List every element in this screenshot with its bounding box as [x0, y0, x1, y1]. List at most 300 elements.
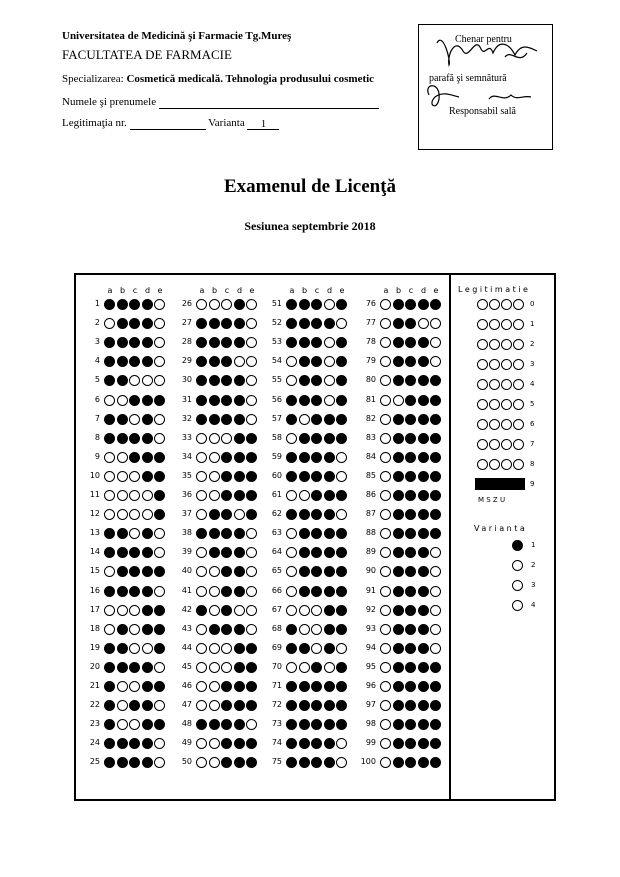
answer-bubble-e[interactable]: [154, 643, 165, 654]
answer-bubble-d[interactable]: [324, 452, 335, 463]
answer-bubble-d[interactable]: [142, 757, 153, 768]
answer-bubble-a[interactable]: [380, 471, 391, 482]
answer-bubble-c[interactable]: [221, 624, 232, 635]
variant-field[interactable]: 1: [247, 118, 279, 130]
answer-bubble-d[interactable]: [234, 356, 245, 367]
answer-bubble-b[interactable]: [209, 509, 220, 520]
answer-bubble-d[interactable]: [142, 719, 153, 730]
answer-bubble-e[interactable]: [430, 414, 441, 425]
answer-bubble-d[interactable]: [418, 719, 429, 730]
answer-bubble-d[interactable]: [234, 757, 245, 768]
answer-bubble-b[interactable]: [393, 566, 404, 577]
answer-bubble-b[interactable]: [209, 452, 220, 463]
answer-bubble-a[interactable]: [380, 414, 391, 425]
answer-bubble-a[interactable]: [104, 605, 115, 616]
answer-bubble-d[interactable]: [418, 356, 429, 367]
answer-bubble-b[interactable]: [117, 566, 128, 577]
answer-bubble-b[interactable]: [209, 337, 220, 348]
answer-bubble-a[interactable]: [196, 395, 207, 406]
answer-bubble-c[interactable]: [129, 490, 140, 501]
answer-bubble-d[interactable]: [142, 662, 153, 673]
answer-bubble-a[interactable]: [104, 586, 115, 597]
answer-bubble-e[interactable]: [246, 490, 257, 501]
answer-bubble-d[interactable]: [234, 395, 245, 406]
answer-bubble-a[interactable]: [104, 681, 115, 692]
answer-bubble-b[interactable]: [299, 318, 310, 329]
answer-bubble-b[interactable]: [393, 586, 404, 597]
answer-bubble-d[interactable]: [234, 547, 245, 558]
answer-bubble-b[interactable]: [117, 528, 128, 539]
answer-bubble-c[interactable]: [129, 299, 140, 310]
answer-bubble-e[interactable]: [430, 586, 441, 597]
answer-bubble-b[interactable]: [209, 700, 220, 711]
answer-bubble-b[interactable]: [117, 681, 128, 692]
answer-bubble-c[interactable]: [405, 452, 416, 463]
answer-bubble-b[interactable]: [299, 299, 310, 310]
id-bubble[interactable]: [513, 299, 524, 310]
answer-bubble-d[interactable]: [418, 643, 429, 654]
answer-bubble-b[interactable]: [299, 395, 310, 406]
answer-bubble-d[interactable]: [418, 738, 429, 749]
answer-bubble-d[interactable]: [142, 452, 153, 463]
answer-bubble-a[interactable]: [104, 624, 115, 635]
answer-bubble-b[interactable]: [299, 624, 310, 635]
answer-bubble-a[interactable]: [104, 662, 115, 673]
answer-bubble-e[interactable]: [336, 605, 347, 616]
answer-bubble-b[interactable]: [299, 452, 310, 463]
answer-bubble-a[interactable]: [104, 643, 115, 654]
answer-bubble-d[interactable]: [142, 414, 153, 425]
answer-bubble-b[interactable]: [393, 414, 404, 425]
id-bubble[interactable]: [501, 299, 512, 310]
answer-bubble-c[interactable]: [221, 605, 232, 616]
answer-bubble-a[interactable]: [286, 605, 297, 616]
answer-bubble-b[interactable]: [209, 547, 220, 558]
answer-bubble-b[interactable]: [299, 375, 310, 386]
answer-bubble-d[interactable]: [418, 433, 429, 444]
answer-bubble-c[interactable]: [221, 299, 232, 310]
answer-bubble-e[interactable]: [154, 586, 165, 597]
answer-bubble-b[interactable]: [117, 643, 128, 654]
answer-bubble-a[interactable]: [196, 299, 207, 310]
id-bubble[interactable]: [489, 339, 500, 350]
answer-bubble-d[interactable]: [234, 662, 245, 673]
answer-bubble-d[interactable]: [324, 528, 335, 539]
answer-bubble-b[interactable]: [393, 356, 404, 367]
answer-bubble-a[interactable]: [380, 605, 391, 616]
answer-bubble-c[interactable]: [311, 395, 322, 406]
id-field[interactable]: [130, 118, 206, 130]
answer-bubble-b[interactable]: [209, 528, 220, 539]
answer-bubble-c[interactable]: [311, 681, 322, 692]
answer-bubble-b[interactable]: [209, 681, 220, 692]
answer-bubble-d[interactable]: [234, 528, 245, 539]
answer-bubble-e[interactable]: [154, 605, 165, 616]
answer-bubble-c[interactable]: [405, 662, 416, 673]
answer-bubble-b[interactable]: [117, 490, 128, 501]
answer-bubble-b[interactable]: [393, 700, 404, 711]
answer-bubble-a[interactable]: [380, 395, 391, 406]
answer-bubble-c[interactable]: [405, 681, 416, 692]
answer-bubble-d[interactable]: [142, 318, 153, 329]
answer-bubble-b[interactable]: [299, 738, 310, 749]
answer-bubble-b[interactable]: [209, 662, 220, 673]
id-bubble[interactable]: [513, 399, 524, 410]
answer-bubble-a[interactable]: [286, 586, 297, 597]
id-bubble[interactable]: [489, 459, 500, 470]
id-bubble[interactable]: [501, 379, 512, 390]
answer-bubble-a[interactable]: [380, 681, 391, 692]
answer-bubble-b[interactable]: [117, 757, 128, 768]
answer-bubble-d[interactable]: [142, 490, 153, 501]
answer-bubble-e[interactable]: [336, 471, 347, 482]
answer-bubble-a[interactable]: [286, 681, 297, 692]
answer-bubble-b[interactable]: [209, 605, 220, 616]
answer-bubble-b[interactable]: [393, 433, 404, 444]
answer-bubble-e[interactable]: [336, 395, 347, 406]
answer-bubble-e[interactable]: [154, 395, 165, 406]
answer-bubble-b[interactable]: [209, 414, 220, 425]
answer-bubble-a[interactable]: [104, 395, 115, 406]
answer-bubble-b[interactable]: [117, 299, 128, 310]
answer-bubble-b[interactable]: [209, 395, 220, 406]
answer-bubble-e[interactable]: [246, 681, 257, 692]
answer-bubble-b[interactable]: [393, 757, 404, 768]
answer-bubble-b[interactable]: [393, 471, 404, 482]
answer-bubble-b[interactable]: [393, 299, 404, 310]
answer-bubble-b[interactable]: [209, 490, 220, 501]
answer-bubble-d[interactable]: [234, 375, 245, 386]
answer-bubble-d[interactable]: [418, 375, 429, 386]
answer-bubble-a[interactable]: [196, 605, 207, 616]
id-bubble[interactable]: [477, 419, 488, 430]
answer-bubble-b[interactable]: [117, 624, 128, 635]
answer-bubble-c[interactable]: [311, 471, 322, 482]
answer-bubble-b[interactable]: [117, 738, 128, 749]
answer-bubble-b[interactable]: [299, 490, 310, 501]
answer-bubble-e[interactable]: [246, 299, 257, 310]
answer-bubble-b[interactable]: [117, 433, 128, 444]
answer-bubble-e[interactable]: [336, 452, 347, 463]
id-bubble[interactable]: [513, 459, 524, 470]
answer-bubble-c[interactable]: [405, 586, 416, 597]
id-bubble[interactable]: [477, 399, 488, 410]
answer-bubble-e[interactable]: [336, 586, 347, 597]
answer-bubble-b[interactable]: [209, 471, 220, 482]
answer-bubble-b[interactable]: [299, 471, 310, 482]
answer-bubble-b[interactable]: [393, 395, 404, 406]
answer-bubble-c[interactable]: [405, 299, 416, 310]
answer-bubble-a[interactable]: [196, 681, 207, 692]
answer-bubble-d[interactable]: [142, 605, 153, 616]
id-bubble[interactable]: [501, 459, 512, 470]
id-bubble[interactable]: [477, 299, 488, 310]
answer-bubble-e[interactable]: [430, 490, 441, 501]
answer-bubble-b[interactable]: [117, 414, 128, 425]
answer-bubble-e[interactable]: [430, 452, 441, 463]
answer-bubble-d[interactable]: [324, 700, 335, 711]
answer-bubble-d[interactable]: [142, 586, 153, 597]
id-bubble[interactable]: [513, 379, 524, 390]
answer-bubble-b[interactable]: [393, 681, 404, 692]
answer-bubble-d[interactable]: [142, 375, 153, 386]
answer-bubble-d[interactable]: [234, 318, 245, 329]
answer-bubble-b[interactable]: [393, 605, 404, 616]
answer-bubble-e[interactable]: [246, 662, 257, 673]
answer-bubble-b[interactable]: [393, 719, 404, 730]
answer-bubble-b[interactable]: [299, 433, 310, 444]
answer-bubble-d[interactable]: [142, 471, 153, 482]
answer-bubble-a[interactable]: [286, 433, 297, 444]
answer-bubble-d[interactable]: [418, 337, 429, 348]
answer-bubble-e[interactable]: [246, 395, 257, 406]
answer-bubble-d[interactable]: [324, 586, 335, 597]
answer-bubble-a[interactable]: [196, 433, 207, 444]
answer-bubble-c[interactable]: [129, 681, 140, 692]
answer-bubble-b[interactable]: [209, 624, 220, 635]
answer-bubble-c[interactable]: [221, 490, 232, 501]
answer-bubble-b[interactable]: [393, 452, 404, 463]
answer-bubble-a[interactable]: [196, 624, 207, 635]
answer-bubble-e[interactable]: [154, 624, 165, 635]
answer-bubble-b[interactable]: [299, 605, 310, 616]
answer-bubble-e[interactable]: [430, 643, 441, 654]
answer-bubble-d[interactable]: [418, 471, 429, 482]
id-bubble[interactable]: [489, 319, 500, 330]
answer-bubble-e[interactable]: [154, 433, 165, 444]
answer-bubble-b[interactable]: [393, 624, 404, 635]
answer-bubble-d[interactable]: [324, 757, 335, 768]
answer-bubble-a[interactable]: [104, 471, 115, 482]
answer-bubble-e[interactable]: [430, 681, 441, 692]
answer-bubble-e[interactable]: [154, 414, 165, 425]
answer-bubble-e[interactable]: [336, 490, 347, 501]
answer-bubble-e[interactable]: [336, 624, 347, 635]
id-bubble[interactable]: [489, 419, 500, 430]
answer-bubble-a[interactable]: [286, 624, 297, 635]
answer-bubble-a[interactable]: [380, 490, 391, 501]
variant-bubble[interactable]: [512, 540, 523, 551]
answer-bubble-e[interactable]: [154, 471, 165, 482]
answer-bubble-c[interactable]: [129, 605, 140, 616]
answer-bubble-d[interactable]: [324, 719, 335, 730]
id-bubble[interactable]: [477, 459, 488, 470]
answer-bubble-d[interactable]: [418, 452, 429, 463]
id-bubble[interactable]: [489, 379, 500, 390]
answer-bubble-a[interactable]: [380, 662, 391, 673]
answer-bubble-d[interactable]: [324, 337, 335, 348]
answer-bubble-e[interactable]: [154, 299, 165, 310]
answer-bubble-d[interactable]: [234, 738, 245, 749]
answer-bubble-d[interactable]: [142, 700, 153, 711]
answer-bubble-a[interactable]: [380, 643, 391, 654]
answer-bubble-b[interactable]: [299, 414, 310, 425]
answer-bubble-d[interactable]: [324, 509, 335, 520]
answer-bubble-d[interactable]: [234, 700, 245, 711]
answer-bubble-b[interactable]: [209, 299, 220, 310]
answer-bubble-d[interactable]: [418, 566, 429, 577]
answer-bubble-b[interactable]: [393, 662, 404, 673]
answer-bubble-c[interactable]: [221, 586, 232, 597]
answer-bubble-d[interactable]: [142, 643, 153, 654]
answer-bubble-e[interactable]: [430, 395, 441, 406]
answer-bubble-d[interactable]: [418, 509, 429, 520]
id-bubble[interactable]: [501, 439, 512, 450]
answer-bubble-b[interactable]: [299, 528, 310, 539]
answer-bubble-a[interactable]: [196, 490, 207, 501]
answer-bubble-a[interactable]: [286, 471, 297, 482]
answer-bubble-d[interactable]: [142, 433, 153, 444]
id-bubble[interactable]: [513, 319, 524, 330]
answer-bubble-c[interactable]: [221, 681, 232, 692]
answer-bubble-c[interactable]: [311, 433, 322, 444]
answer-bubble-e[interactable]: [246, 414, 257, 425]
answer-bubble-d[interactable]: [234, 509, 245, 520]
answer-bubble-d[interactable]: [418, 624, 429, 635]
answer-bubble-d[interactable]: [324, 681, 335, 692]
answer-bubble-e[interactable]: [336, 643, 347, 654]
answer-bubble-d[interactable]: [418, 490, 429, 501]
answer-bubble-d[interactable]: [324, 624, 335, 635]
answer-bubble-b[interactable]: [299, 586, 310, 597]
answer-bubble-d[interactable]: [234, 414, 245, 425]
answer-bubble-d[interactable]: [324, 356, 335, 367]
id-bubble[interactable]: [513, 419, 524, 430]
answer-bubble-b[interactable]: [299, 566, 310, 577]
answer-bubble-b[interactable]: [209, 757, 220, 768]
answer-bubble-b[interactable]: [299, 356, 310, 367]
variant-bubble[interactable]: [512, 560, 523, 571]
answer-bubble-b[interactable]: [117, 662, 128, 673]
answer-bubble-d[interactable]: [418, 700, 429, 711]
id-bubble[interactable]: [477, 379, 488, 390]
answer-bubble-b[interactable]: [117, 337, 128, 348]
answer-bubble-c[interactable]: [129, 414, 140, 425]
answer-bubble-e[interactable]: [430, 433, 441, 444]
id-bubble[interactable]: [513, 439, 524, 450]
answer-bubble-e[interactable]: [246, 605, 257, 616]
answer-bubble-d[interactable]: [234, 605, 245, 616]
answer-bubble-d[interactable]: [418, 547, 429, 558]
answer-bubble-a[interactable]: [286, 452, 297, 463]
answer-bubble-a[interactable]: [196, 586, 207, 597]
answer-bubble-d[interactable]: [142, 738, 153, 749]
answer-bubble-d[interactable]: [324, 490, 335, 501]
answer-bubble-a[interactable]: [380, 299, 391, 310]
id-bubble[interactable]: [477, 439, 488, 450]
variant-bubble[interactable]: [512, 580, 523, 591]
answer-bubble-a[interactable]: [380, 433, 391, 444]
name-field[interactable]: [159, 97, 379, 109]
answer-bubble-d[interactable]: [324, 605, 335, 616]
answer-bubble-b[interactable]: [117, 509, 128, 520]
answer-bubble-d[interactable]: [324, 547, 335, 558]
answer-bubble-a[interactable]: [196, 471, 207, 482]
answer-bubble-b[interactable]: [117, 452, 128, 463]
answer-bubble-d[interactable]: [142, 395, 153, 406]
id-bubble[interactable]: [489, 299, 500, 310]
answer-bubble-d[interactable]: [142, 528, 153, 539]
answer-bubble-d[interactable]: [142, 624, 153, 635]
answer-bubble-b[interactable]: [393, 490, 404, 501]
answer-bubble-d[interactable]: [418, 299, 429, 310]
answer-bubble-c[interactable]: [129, 643, 140, 654]
answer-bubble-d[interactable]: [142, 299, 153, 310]
answer-bubble-c[interactable]: [129, 624, 140, 635]
answer-bubble-a[interactable]: [104, 299, 115, 310]
answer-bubble-d[interactable]: [234, 490, 245, 501]
answer-bubble-b[interactable]: [117, 471, 128, 482]
answer-bubble-d[interactable]: [418, 662, 429, 673]
answer-bubble-c[interactable]: [405, 643, 416, 654]
answer-bubble-e[interactable]: [430, 662, 441, 673]
answer-bubble-b[interactable]: [209, 566, 220, 577]
answer-bubble-c[interactable]: [129, 586, 140, 597]
answer-bubble-b[interactable]: [117, 395, 128, 406]
answer-bubble-d[interactable]: [324, 433, 335, 444]
answer-bubble-a[interactable]: [196, 643, 207, 654]
answer-bubble-e[interactable]: [336, 414, 347, 425]
answer-bubble-e[interactable]: [336, 433, 347, 444]
answer-bubble-c[interactable]: [221, 433, 232, 444]
answer-bubble-d[interactable]: [418, 395, 429, 406]
answer-bubble-e[interactable]: [430, 471, 441, 482]
id-bubble[interactable]: [501, 339, 512, 350]
id-bubble[interactable]: [513, 339, 524, 350]
answer-bubble-d[interactable]: [234, 299, 245, 310]
answer-bubble-b[interactable]: [299, 547, 310, 558]
answer-bubble-b[interactable]: [209, 738, 220, 749]
answer-bubble-a[interactable]: [286, 490, 297, 501]
answer-bubble-c[interactable]: [405, 624, 416, 635]
answer-bubble-a[interactable]: [104, 490, 115, 501]
answer-bubble-d[interactable]: [418, 318, 429, 329]
answer-bubble-c[interactable]: [221, 643, 232, 654]
answer-bubble-c[interactable]: [221, 471, 232, 482]
answer-bubble-c[interactable]: [311, 605, 322, 616]
answer-bubble-b[interactable]: [393, 738, 404, 749]
id-bubble[interactable]: [477, 359, 488, 370]
answer-bubble-e[interactable]: [246, 452, 257, 463]
answer-bubble-b[interactable]: [299, 337, 310, 348]
answer-bubble-c[interactable]: [129, 662, 140, 673]
answer-bubble-e[interactable]: [336, 681, 347, 692]
answer-bubble-d[interactable]: [324, 299, 335, 310]
answer-bubble-a[interactable]: [286, 662, 297, 673]
answer-bubble-a[interactable]: [380, 452, 391, 463]
answer-bubble-d[interactable]: [142, 681, 153, 692]
answer-bubble-c[interactable]: [405, 490, 416, 501]
answer-bubble-e[interactable]: [246, 471, 257, 482]
answer-bubble-c[interactable]: [311, 490, 322, 501]
answer-bubble-e[interactable]: [430, 605, 441, 616]
answer-bubble-b[interactable]: [393, 318, 404, 329]
answer-bubble-d[interactable]: [324, 566, 335, 577]
answer-bubble-d[interactable]: [324, 318, 335, 329]
answer-bubble-b[interactable]: [393, 643, 404, 654]
answer-bubble-b[interactable]: [209, 643, 220, 654]
answer-bubble-a[interactable]: [286, 643, 297, 654]
id-bubble[interactable]: [501, 399, 512, 410]
answer-bubble-d[interactable]: [234, 337, 245, 348]
id-bubble[interactable]: [501, 319, 512, 330]
answer-bubble-d[interactable]: [234, 681, 245, 692]
answer-bubble-b[interactable]: [209, 719, 220, 730]
answer-bubble-d[interactable]: [142, 337, 153, 348]
answer-bubble-e[interactable]: [154, 452, 165, 463]
answer-bubble-c[interactable]: [129, 433, 140, 444]
answer-bubble-c[interactable]: [129, 471, 140, 482]
